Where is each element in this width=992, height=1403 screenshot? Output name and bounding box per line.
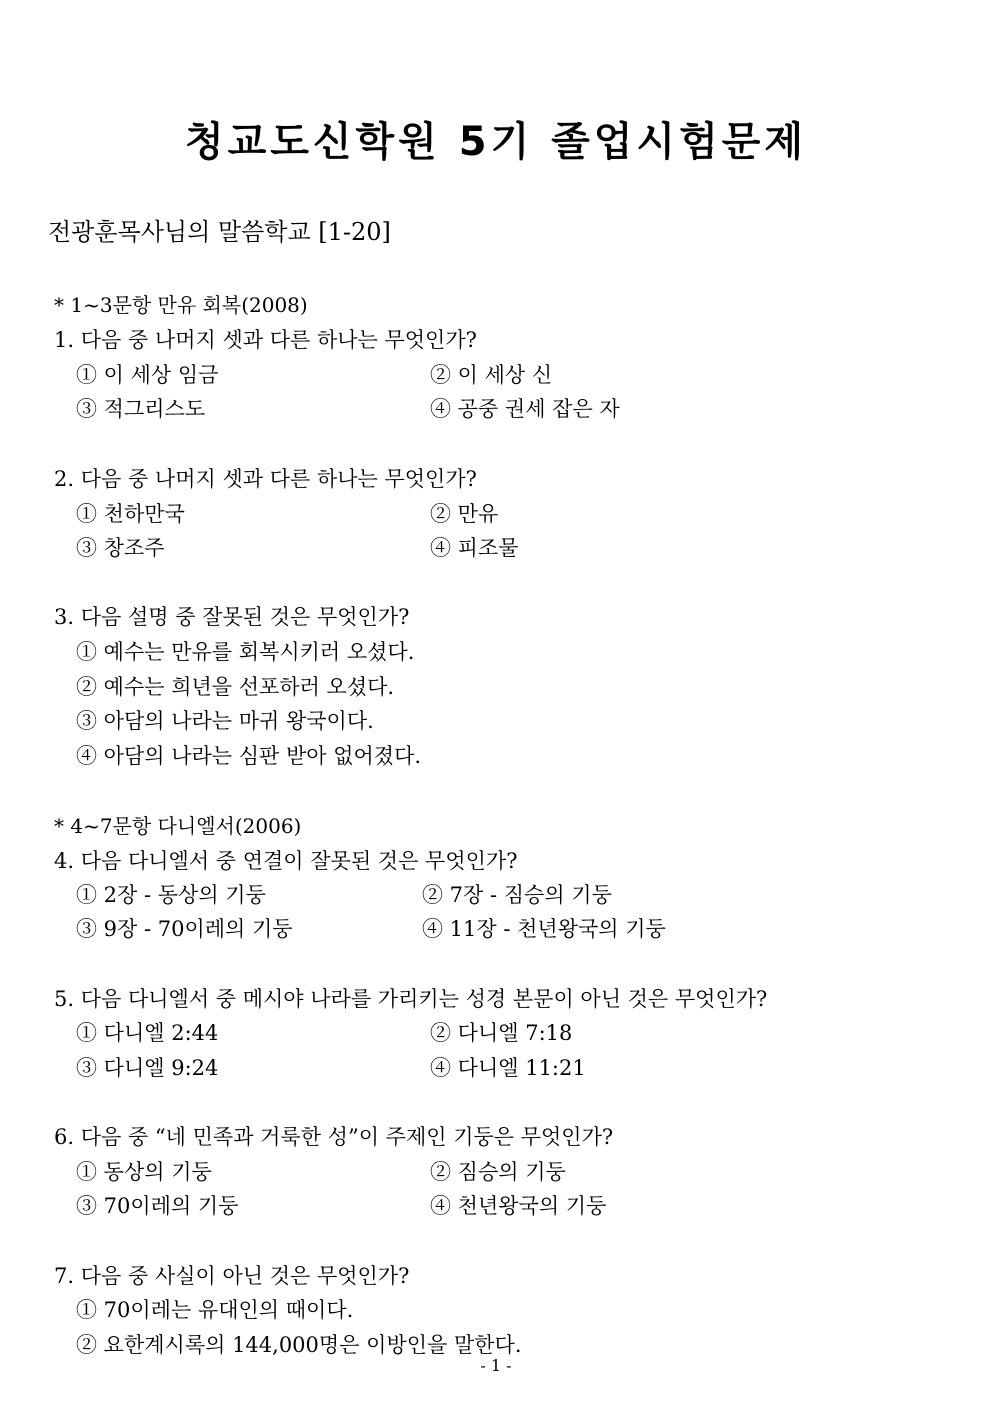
- question-3: 3. 다음 설명 중 잘못된 것은 무엇인가?: [54, 605, 410, 629]
- q1-option-4: ④ 공중 권세 잡은 자: [430, 397, 620, 421]
- q5-option-2: ② 다니엘 7:18: [430, 1021, 573, 1045]
- q5-option-4: ④ 다니엘 11:21: [430, 1056, 586, 1080]
- q2-option-1: ① 천하만국: [76, 502, 185, 526]
- q2-option-2: ② 만유: [430, 502, 499, 526]
- q1-option-2: ② 이 세상 신: [430, 363, 553, 387]
- question-4: 4. 다음 다니엘서 중 연결이 잘못된 것은 무엇인가?: [54, 849, 518, 873]
- q2-option-3: ③ 창조주: [76, 536, 165, 560]
- question-1: 1. 다음 중 나머지 셋과 다른 하나는 무엇인가?: [54, 328, 477, 352]
- exam-title: 청교도신학원 5기 졸업시험문제: [184, 119, 807, 165]
- q1-option-3: ③ 적그리스도: [76, 397, 206, 421]
- q6-option-3: ③ 70이레의 기둥: [76, 1194, 239, 1218]
- note-q4-7: * 4~7문항 다니엘서(2006): [54, 814, 302, 838]
- q4-option-2: ② 7장 - 짐승의 기둥: [422, 883, 612, 907]
- q3-option-1: ① 예수는 만유를 회복시키러 오셨다.: [76, 640, 415, 664]
- q6-option-2: ② 짐승의 기둥: [430, 1160, 566, 1184]
- q6-option-1: ① 동상의 기둥: [76, 1160, 212, 1184]
- q2-option-4: ④ 피조물: [430, 536, 519, 560]
- q1-option-1: ① 이 세상 임금: [76, 363, 219, 387]
- question-7: 7. 다음 중 사실이 아닌 것은 무엇인가?: [54, 1264, 410, 1288]
- q4-option-3: ③ 9장 - 70이레의 기둥: [76, 917, 293, 941]
- q6-option-4: ④ 천년왕국의 기둥: [430, 1194, 607, 1218]
- q5-option-3: ③ 다니엘 9:24: [76, 1056, 219, 1080]
- q3-option-4: ④ 아담의 나라는 심판 받아 없어졌다.: [76, 744, 422, 768]
- q5-option-1: ① 다니엘 2:44: [76, 1021, 219, 1045]
- q4-option-1: ① 2장 - 동상의 기둥: [76, 883, 266, 907]
- question-2: 2. 다음 중 나머지 셋과 다른 하나는 무엇인가?: [54, 467, 477, 491]
- page-number: - 1 -: [480, 1356, 512, 1375]
- q3-option-3: ③ 아담의 나라는 마귀 왕국이다.: [76, 709, 374, 733]
- q3-option-2: ② 예수는 희년을 선포하러 오셨다.: [76, 675, 395, 699]
- q4-option-4: ④ 11장 - 천년왕국의 기둥: [422, 917, 666, 941]
- q7-option-1: ① 70이레는 유대인의 때이다.: [76, 1298, 354, 1322]
- note-q1-3: * 1~3문항 만유 회복(2008): [54, 293, 308, 317]
- q7-option-2: ② 요한계시록의 144,000명은 이방인을 말한다.: [76, 1333, 522, 1357]
- question-5: 5. 다음 다니엘서 중 메시야 나라를 가리키는 성경 본문이 아닌 것은 무엇인가?: [54, 987, 768, 1011]
- section-heading: 전광훈목사님의 말씀학교 [1-20]: [48, 218, 391, 246]
- question-6: 6. 다음 중 “네 민족과 거룩한 성”이 주제인 기둥은 무엇인가?: [54, 1125, 614, 1149]
